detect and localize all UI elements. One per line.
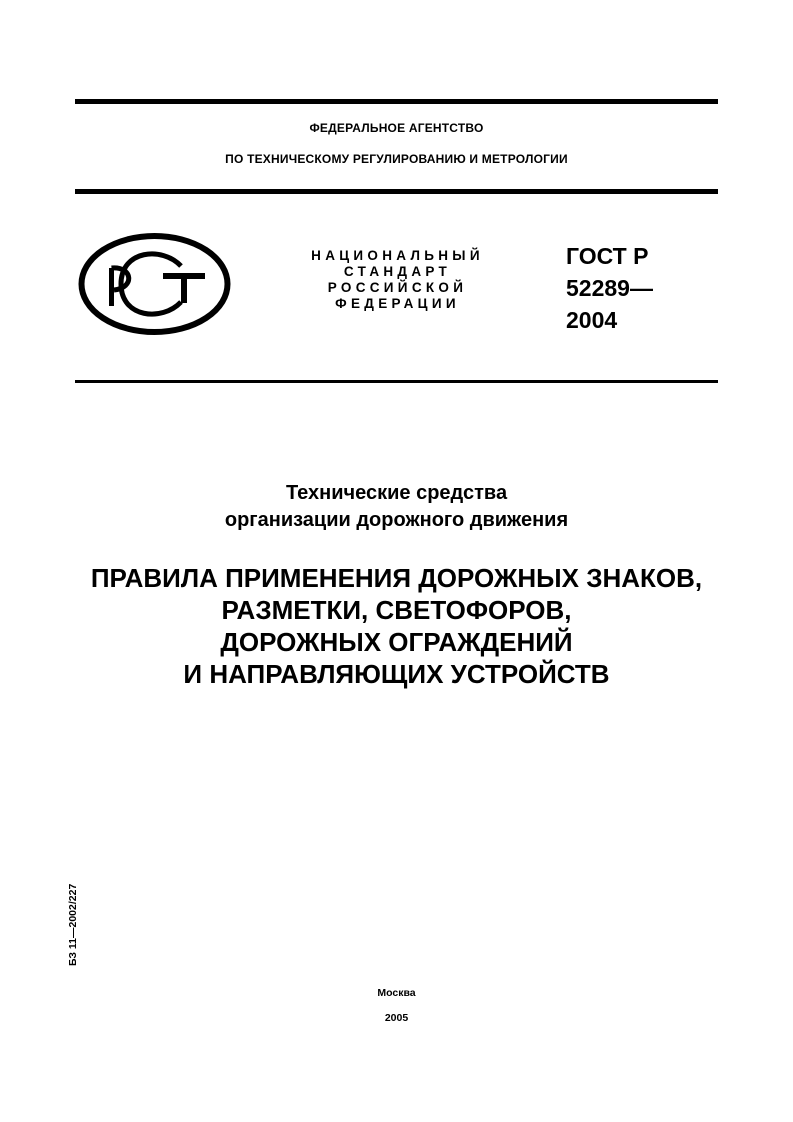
rst-certification-mark-icon — [77, 232, 232, 336]
title-line-1: ПРАВИЛА ПРИМЕНЕНИЯ ДОРОЖНЫХ ЗНАКОВ, — [90, 563, 703, 593]
gost-designation-line-3: 2004 — [566, 307, 618, 333]
gost-designation-line-2: 52289— — [566, 275, 653, 301]
document-title — [60, 562, 733, 690]
publication-city: Москва — [377, 987, 416, 999]
top-rule — [75, 99, 718, 104]
title-line-4: И НАПРАВЛЯЮЩИХ УСТРОЙСТВ — [183, 659, 610, 689]
agency-name-line-2: ПО ТЕХНИЧЕСКОМУ РЕГУЛИРОВАНИЮ И МЕТРОЛОГИИ — [225, 152, 568, 166]
standard-type-line-3: РОССИЙСКОЙ — [327, 280, 468, 295]
standard-type-line-4: ФЕДЕРАЦИИ — [335, 296, 460, 311]
title-line-2: РАЗМЕТКИ, СВЕТОФОРОВ, — [221, 595, 572, 625]
national-standard-label — [290, 248, 505, 312]
document-subtitle — [75, 480, 718, 534]
agency-name-line-1: ФЕДЕРАЛЬНОЕ АГЕНТСТВО — [309, 121, 484, 135]
agency-bottom-rule — [75, 189, 718, 194]
subtitle-line-2: организации дорожного движения — [224, 509, 569, 531]
gost-designation — [566, 240, 653, 336]
title-line-3: ДОРОЖНЫХ ОГРАЖДЕНИЙ — [220, 627, 573, 657]
standard-type-line-1: НАЦИОНАЛЬНЫЙ — [311, 248, 484, 263]
publication-year: 2005 — [384, 1012, 409, 1024]
publication-code: БЗ 11—2002/227 — [67, 883, 79, 966]
subtitle-line-1: Технические средства — [285, 482, 508, 504]
header-bottom-rule — [75, 380, 718, 383]
standard-type-line-2: СТАНДАРТ — [343, 264, 452, 279]
gost-designation-line-1: ГОСТ Р — [566, 243, 649, 269]
